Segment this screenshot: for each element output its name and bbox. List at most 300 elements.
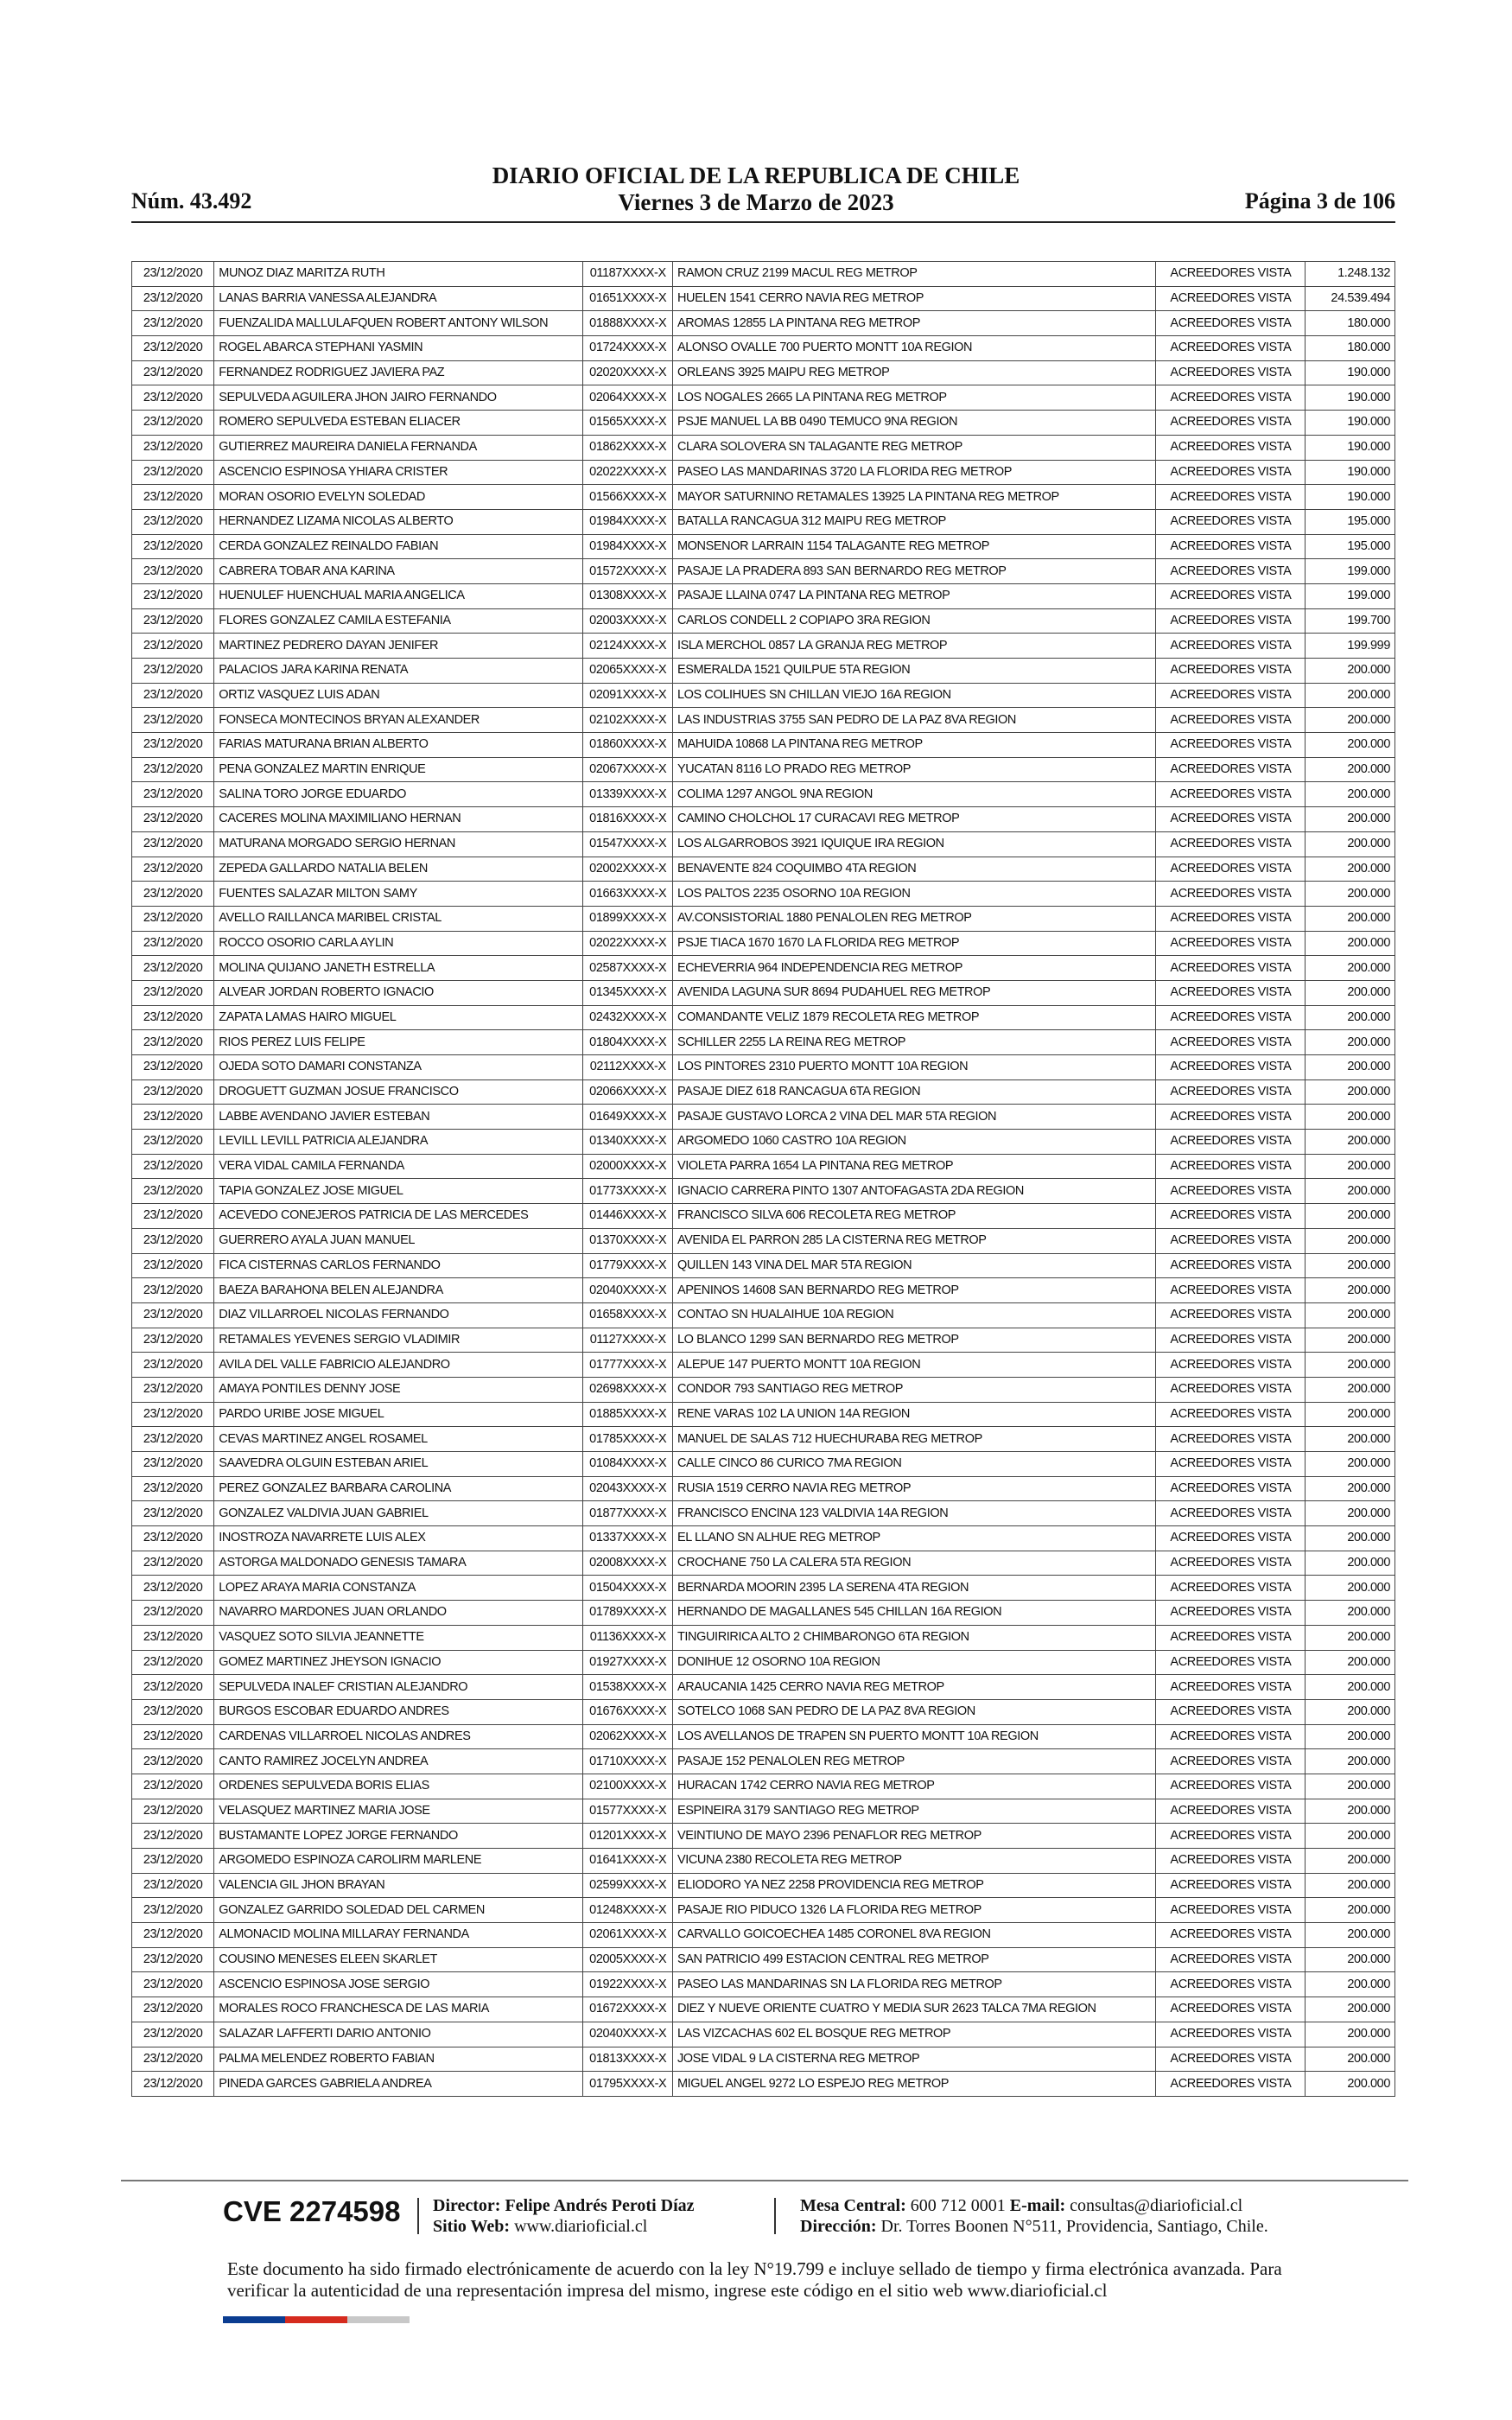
address-cell: SCHILLER 2255 LA REINA REG METROP xyxy=(672,1030,1155,1055)
name-cell: FONSECA MONTECINOS BRYAN ALEXANDER xyxy=(214,708,583,733)
name-cell: SALINA TORO JORGE EDUARDO xyxy=(214,782,583,807)
address-cell: CALLE CINCO 86 CURICO 7MA REGION xyxy=(672,1452,1155,1477)
amount-cell: 200.000 xyxy=(1306,1551,1395,1576)
name-cell: LOPEZ ARAYA MARIA CONSTANZA xyxy=(214,1576,583,1601)
table-row xyxy=(132,1923,1395,1948)
date-cell: 23/12/2020 xyxy=(132,1650,214,1675)
table-row xyxy=(132,782,1395,807)
address-cell: VICUNA 2380 RECOLETA REG METROP xyxy=(672,1849,1155,1874)
table-row xyxy=(132,1055,1395,1080)
rut-cell: 01927XXXX-X xyxy=(583,1650,672,1675)
date-cell: 23/12/2020 xyxy=(132,1749,214,1774)
name-cell: GUERRERO AYALA JUAN MANUEL xyxy=(214,1228,583,1253)
rut-cell: 01641XXXX-X xyxy=(583,1849,672,1874)
type-cell: ACREEDORES VISTA xyxy=(1156,509,1306,534)
type-cell: ACREEDORES VISTA xyxy=(1156,1650,1306,1675)
date-cell: 23/12/2020 xyxy=(132,360,214,385)
table-row xyxy=(132,733,1395,758)
name-cell: FUENZALIDA MALLULAFQUEN ROBERT ANTONY WILSON xyxy=(214,311,583,336)
name-cell: GUTIERREZ MAUREIRA DANIELA FERNANDA xyxy=(214,435,583,460)
date-cell: 23/12/2020 xyxy=(132,1898,214,1923)
type-cell: ACREEDORES VISTA xyxy=(1156,1130,1306,1155)
date-cell: 23/12/2020 xyxy=(132,1079,214,1105)
rut-cell: 01710XXXX-X xyxy=(583,1749,672,1774)
name-cell: FERNANDEZ RODRIGUEZ JAVIERA PAZ xyxy=(214,360,583,385)
name-cell: DROGUETT GUZMAN JOSUE FRANCISCO xyxy=(214,1079,583,1105)
address-cell: DONIHUE 12 OSORNO 10A REGION xyxy=(672,1650,1155,1675)
date-cell: 23/12/2020 xyxy=(132,1724,214,1749)
name-cell: FARIAS MATURANA BRIAN ALBERTO xyxy=(214,733,583,758)
address-label: Dirección: xyxy=(800,2217,877,2236)
table-row xyxy=(132,336,1395,361)
amount-cell: 200.000 xyxy=(1306,708,1395,733)
name-cell: SALAZAR LAFFERTI DARIO ANTONIO xyxy=(214,2022,583,2047)
address-cell: PASAJE LLAINA 0747 LA PINTANA REG METROP xyxy=(672,583,1155,608)
date-cell: 23/12/2020 xyxy=(132,1675,214,1700)
table-row xyxy=(132,1501,1395,1526)
name-cell: PINEDA GARCES GABRIELA ANDREA xyxy=(214,2072,583,2097)
date-cell: 23/12/2020 xyxy=(132,311,214,336)
date-cell: 23/12/2020 xyxy=(132,485,214,510)
date-cell: 23/12/2020 xyxy=(132,435,214,460)
name-cell: ARGOMEDO ESPINOZA CAROLIRM MARLENE xyxy=(214,1849,583,1874)
rut-cell: 02066XXXX-X xyxy=(583,1079,672,1105)
address-cell: ECHEVERRIA 964 INDEPENDENCIA REG METROP xyxy=(672,956,1155,981)
table-row xyxy=(132,659,1395,684)
date-cell: 23/12/2020 xyxy=(132,1105,214,1130)
table-row xyxy=(132,1947,1395,1972)
date-cell: 23/12/2020 xyxy=(132,1179,214,1204)
address-cell: BENAVENTE 824 COQUIMBO 4TA REGION xyxy=(672,857,1155,882)
table-row xyxy=(132,634,1395,659)
date-cell: 23/12/2020 xyxy=(132,1799,214,1824)
type-cell: ACREEDORES VISTA xyxy=(1156,2072,1306,2097)
type-cell: ACREEDORES VISTA xyxy=(1156,311,1306,336)
rut-cell: 02003XXXX-X xyxy=(583,608,672,634)
amount-cell: 200.000 xyxy=(1306,757,1395,782)
amount-cell: 200.000 xyxy=(1306,1947,1395,1972)
type-cell: ACREEDORES VISTA xyxy=(1156,1105,1306,1130)
date-cell: 23/12/2020 xyxy=(132,980,214,1005)
address-cell: RUSIA 1519 CERRO NAVIA REG METROP xyxy=(672,1476,1155,1501)
table-row xyxy=(132,1898,1395,1923)
rut-cell: 01676XXXX-X xyxy=(583,1699,672,1724)
amount-cell: 200.000 xyxy=(1306,1204,1395,1229)
address-cell: CAMINO CHOLCHOL 17 CURACAVI REG METROP xyxy=(672,807,1155,832)
table-row xyxy=(132,931,1395,956)
date-cell: 23/12/2020 xyxy=(132,2022,214,2047)
rut-cell: 01984XXXX-X xyxy=(583,534,672,559)
type-cell: ACREEDORES VISTA xyxy=(1156,1898,1306,1923)
name-cell: ZAPATA LAMAS HAIRO MIGUEL xyxy=(214,1005,583,1030)
table-row xyxy=(132,509,1395,534)
rut-cell: 01446XXXX-X xyxy=(583,1204,672,1229)
date-cell: 23/12/2020 xyxy=(132,1526,214,1551)
table-row xyxy=(132,1997,1395,2022)
date-cell: 23/12/2020 xyxy=(132,262,214,287)
type-cell: ACREEDORES VISTA xyxy=(1156,1278,1306,1303)
amount-cell: 200.000 xyxy=(1306,733,1395,758)
type-cell: ACREEDORES VISTA xyxy=(1156,931,1306,956)
address-cell: SAN PATRICIO 499 ESTACION CENTRAL REG METROP xyxy=(672,1947,1155,1972)
table-row xyxy=(132,1601,1395,1626)
table-row xyxy=(132,1030,1395,1055)
name-cell: ORTIZ VASQUEZ LUIS ADAN xyxy=(214,683,583,708)
address-cell: SOTELCO 1068 SAN PEDRO DE LA PAZ 8VA REGION xyxy=(672,1699,1155,1724)
date-cell: 23/12/2020 xyxy=(132,411,214,436)
rut-cell: 01773XXXX-X xyxy=(583,1179,672,1204)
title-line-2: Viernes 3 de Marzo de 2023 xyxy=(618,189,894,215)
rut-cell: 01538XXXX-X xyxy=(583,1675,672,1700)
table-row xyxy=(132,485,1395,510)
date-cell: 23/12/2020 xyxy=(132,1228,214,1253)
amount-cell: 200.000 xyxy=(1306,1749,1395,1774)
address-text: Dr. Torres Boonen N°511, Providencia, Santiago, Chile. xyxy=(880,2217,1268,2236)
name-cell: PENA GONZALEZ MARTIN ENRIQUE xyxy=(214,757,583,782)
table-row xyxy=(132,1526,1395,1551)
address-cell: COLIMA 1297 ANGOL 9NA REGION xyxy=(672,782,1155,807)
table-row xyxy=(132,2072,1395,2097)
rut-cell: 02000XXXX-X xyxy=(583,1154,672,1179)
date-cell: 23/12/2020 xyxy=(132,2047,214,2072)
address-cell: VEINTIUNO DE MAYO 2396 PENAFLOR REG METROP xyxy=(672,1824,1155,1849)
table-row xyxy=(132,435,1395,460)
date-cell: 23/12/2020 xyxy=(132,1476,214,1501)
table-row xyxy=(132,1328,1395,1353)
type-cell: ACREEDORES VISTA xyxy=(1156,534,1306,559)
type-cell: ACREEDORES VISTA xyxy=(1156,1923,1306,1948)
address-cell: PASEO LAS MANDARINAS SN LA FLORIDA REG METROP xyxy=(672,1972,1155,1997)
footer-separator xyxy=(774,2198,776,2234)
address-cell: HUELEN 1541 CERRO NAVIA REG METROP xyxy=(672,286,1155,311)
type-cell: ACREEDORES VISTA xyxy=(1156,1576,1306,1601)
amount-cell: 199.000 xyxy=(1306,583,1395,608)
type-cell: ACREEDORES VISTA xyxy=(1156,1724,1306,1749)
table-row xyxy=(132,1873,1395,1898)
type-cell: ACREEDORES VISTA xyxy=(1156,1601,1306,1626)
date-cell: 23/12/2020 xyxy=(132,1997,214,2022)
address-cell: PASAJE RIO PIDUCO 1326 LA FLORIDA REG METROP xyxy=(672,1898,1155,1923)
type-cell: ACREEDORES VISTA xyxy=(1156,757,1306,782)
rut-cell: 01084XXXX-X xyxy=(583,1452,672,1477)
address-cell: HERNANDO DE MAGALLANES 545 CHILLAN 16A REGION xyxy=(672,1601,1155,1626)
address-cell: ESMERALDA 1521 QUILPUE 5TA REGION xyxy=(672,659,1155,684)
name-cell: ALMONACID MOLINA MILLARAY FERNANDA xyxy=(214,1923,583,1948)
rut-cell: 01779XXXX-X xyxy=(583,1253,672,1278)
address-cell: LAS VIZCACHAS 602 EL BOSQUE REG METROP xyxy=(672,2022,1155,2047)
amount-cell: 200.000 xyxy=(1306,1972,1395,1997)
rut-cell: 01816XXXX-X xyxy=(583,807,672,832)
type-cell: ACREEDORES VISTA xyxy=(1156,385,1306,411)
table-row xyxy=(132,1849,1395,1874)
rut-cell: 02040XXXX-X xyxy=(583,2022,672,2047)
table-row xyxy=(132,311,1395,336)
date-cell: 23/12/2020 xyxy=(132,1625,214,1650)
table-row xyxy=(132,857,1395,882)
name-cell: MORAN OSORIO EVELYN SOLEDAD xyxy=(214,485,583,510)
table-row xyxy=(132,683,1395,708)
table-row xyxy=(132,1724,1395,1749)
name-cell: CANTO RAMIREZ JOCELYN ANDREA xyxy=(214,1749,583,1774)
rut-cell: 01572XXXX-X xyxy=(583,559,672,584)
rut-cell: 01724XXXX-X xyxy=(583,336,672,361)
table-row xyxy=(132,1130,1395,1155)
table-row xyxy=(132,807,1395,832)
table-row xyxy=(132,411,1395,436)
table-row xyxy=(132,2022,1395,2047)
flag-red-segment xyxy=(285,2316,347,2323)
table-row xyxy=(132,385,1395,411)
date-cell: 23/12/2020 xyxy=(132,286,214,311)
table-row xyxy=(132,1079,1395,1105)
amount-cell: 200.000 xyxy=(1306,1675,1395,1700)
type-cell: ACREEDORES VISTA xyxy=(1156,956,1306,981)
amount-cell: 200.000 xyxy=(1306,2072,1395,2097)
amount-cell: 200.000 xyxy=(1306,882,1395,907)
table-row xyxy=(132,1972,1395,1997)
address-cell: MIGUEL ANGEL 9272 LO ESPEJO REG METROP xyxy=(672,2072,1155,2097)
date-cell: 23/12/2020 xyxy=(132,583,214,608)
table-row xyxy=(132,1551,1395,1576)
date-cell: 23/12/2020 xyxy=(132,708,214,733)
director-block xyxy=(433,2195,695,2237)
type-cell: ACREEDORES VISTA xyxy=(1156,1675,1306,1700)
address-cell: MAHUIDA 10868 LA PINTANA REG METROP xyxy=(672,733,1155,758)
type-cell: ACREEDORES VISTA xyxy=(1156,1377,1306,1402)
address-cell: PASAJE 152 PENALOLEN REG METROP xyxy=(672,1749,1155,1774)
amount-cell: 200.000 xyxy=(1306,1179,1395,1204)
table-row xyxy=(132,1675,1395,1700)
address-cell: RAMON CRUZ 2199 MACUL REG METROP xyxy=(672,262,1155,287)
rut-cell: 01862XXXX-X xyxy=(583,435,672,460)
issue-number: Núm. 43.492 xyxy=(131,188,252,213)
footer-separator xyxy=(417,2198,419,2234)
type-cell: ACREEDORES VISTA xyxy=(1156,1055,1306,1080)
table-row xyxy=(132,1749,1395,1774)
date-cell: 23/12/2020 xyxy=(132,683,214,708)
address-cell: BATALLA RANCAGUA 312 MAIPU REG METROP xyxy=(672,509,1155,534)
date-cell: 23/12/2020 xyxy=(132,2072,214,2097)
table-row xyxy=(132,980,1395,1005)
date-cell: 23/12/2020 xyxy=(132,1302,214,1328)
date-cell: 23/12/2020 xyxy=(132,1030,214,1055)
address-cell: LOS NOGALES 2665 LA PINTANA REG METROP xyxy=(672,385,1155,411)
address-cell: PASAJE DIEZ 618 RANCAGUA 6TA REGION xyxy=(672,1079,1155,1105)
rut-cell: 02005XXXX-X xyxy=(583,1947,672,1972)
name-cell: BURGOS ESCOBAR EDUARDO ANDRES xyxy=(214,1699,583,1724)
date-cell: 23/12/2020 xyxy=(132,1154,214,1179)
address-cell: AROMAS 12855 LA PINTANA REG METROP xyxy=(672,311,1155,336)
type-cell: ACREEDORES VISTA xyxy=(1156,980,1306,1005)
rut-cell: 01370XXXX-X xyxy=(583,1228,672,1253)
date-cell: 23/12/2020 xyxy=(132,1377,214,1402)
rut-cell: 01345XXXX-X xyxy=(583,980,672,1005)
amount-cell: 190.000 xyxy=(1306,460,1395,485)
amount-cell: 200.000 xyxy=(1306,1774,1395,1799)
address-cell: ARAUCANIA 1425 CERRO NAVIA REG METROP xyxy=(672,1675,1155,1700)
table-row xyxy=(132,286,1395,311)
address-cell: FRANCISCO SILVA 606 RECOLETA REG METROP xyxy=(672,1204,1155,1229)
name-cell: CABRERA TOBAR ANA KARINA xyxy=(214,559,583,584)
address-cell: ALEPUE 147 PUERTO MONTT 10A REGION xyxy=(672,1353,1155,1378)
type-cell: ACREEDORES VISTA xyxy=(1156,1452,1306,1477)
type-cell: ACREEDORES VISTA xyxy=(1156,782,1306,807)
amount-cell: 200.000 xyxy=(1306,931,1395,956)
rut-cell: 01566XXXX-X xyxy=(583,485,672,510)
rut-cell: 02022XXXX-X xyxy=(583,931,672,956)
date-cell: 23/12/2020 xyxy=(132,882,214,907)
rut-cell: 01885XXXX-X xyxy=(583,1402,672,1427)
date-cell: 23/12/2020 xyxy=(132,1551,214,1576)
address-cell: AVENIDA LAGUNA SUR 8694 PUDAHUEL REG METROP xyxy=(672,980,1155,1005)
address-cell: PASEO LAS MANDARINAS 3720 LA FLORIDA REG METROP xyxy=(672,460,1155,485)
rut-cell: 02062XXXX-X xyxy=(583,1724,672,1749)
address-cell: ESPINEIRA 3179 SANTIAGO REG METROP xyxy=(672,1799,1155,1824)
table-row xyxy=(132,831,1395,857)
name-cell: FLORES GONZALEZ CAMILA ESTEFANIA xyxy=(214,608,583,634)
amount-cell: 200.000 xyxy=(1306,1576,1395,1601)
creditors-table xyxy=(131,261,1395,2097)
name-cell: SEPULVEDA INALEF CRISTIAN ALEJANDRO xyxy=(214,1675,583,1700)
type-cell: ACREEDORES VISTA xyxy=(1156,1402,1306,1427)
flag-stripe xyxy=(223,2316,410,2323)
amount-cell: 199.999 xyxy=(1306,634,1395,659)
date-cell: 23/12/2020 xyxy=(132,460,214,485)
amount-cell: 200.000 xyxy=(1306,1402,1395,1427)
type-cell: ACREEDORES VISTA xyxy=(1156,1005,1306,1030)
address-cell: PSJE MANUEL LA BB 0490 TEMUCO 9NA REGION xyxy=(672,411,1155,436)
email-link[interactable]: consultas@diarioficial.cl xyxy=(1070,2196,1243,2215)
type-cell: ACREEDORES VISTA xyxy=(1156,1204,1306,1229)
director-label: Director: xyxy=(433,2196,501,2215)
website-label: Sitio Web: xyxy=(433,2217,511,2236)
amount-cell: 200.000 xyxy=(1306,1427,1395,1452)
contact-block xyxy=(800,2195,1268,2237)
type-cell: ACREEDORES VISTA xyxy=(1156,1353,1306,1378)
rut-cell: 02124XXXX-X xyxy=(583,634,672,659)
table-row xyxy=(132,360,1395,385)
amount-cell: 200.000 xyxy=(1306,2022,1395,2047)
table-row xyxy=(132,583,1395,608)
amount-cell: 200.000 xyxy=(1306,1105,1395,1130)
rut-cell: 01860XXXX-X xyxy=(583,733,672,758)
address-cell: AV.CONSISTORIAL 1880 PENALOLEN REG METROP xyxy=(672,906,1155,931)
address-cell: DIEZ Y NUEVE ORIENTE CUATRO Y MEDIA SUR 2623 TALCA 7MA REGION xyxy=(672,1997,1155,2022)
rut-cell: 01888XXXX-X xyxy=(583,311,672,336)
amount-cell: 200.000 xyxy=(1306,1079,1395,1105)
flag-gray-segment xyxy=(347,2316,410,2323)
date-cell: 23/12/2020 xyxy=(132,906,214,931)
name-cell: CERDA GONZALEZ REINALDO FABIAN xyxy=(214,534,583,559)
type-cell: ACREEDORES VISTA xyxy=(1156,1749,1306,1774)
date-cell: 23/12/2020 xyxy=(132,857,214,882)
amount-cell: 200.000 xyxy=(1306,1278,1395,1303)
rut-cell: 02067XXXX-X xyxy=(583,757,672,782)
rut-cell: 01201XXXX-X xyxy=(583,1824,672,1849)
amount-cell: 200.000 xyxy=(1306,1154,1395,1179)
amount-cell: 190.000 xyxy=(1306,485,1395,510)
amount-cell: 200.000 xyxy=(1306,1476,1395,1501)
amount-cell: 200.000 xyxy=(1306,906,1395,931)
address-cell: EL LLANO SN ALHUE REG METROP xyxy=(672,1526,1155,1551)
address-cell: JOSE VIDAL 9 LA CISTERNA REG METROP xyxy=(672,2047,1155,2072)
name-cell: HERNANDEZ LIZAMA NICOLAS ALBERTO xyxy=(214,509,583,534)
type-cell: ACREEDORES VISTA xyxy=(1156,1849,1306,1874)
amount-cell: 199.000 xyxy=(1306,559,1395,584)
date-cell: 23/12/2020 xyxy=(132,1972,214,1997)
type-cell: ACREEDORES VISTA xyxy=(1156,1427,1306,1452)
name-cell: ACEVEDO CONEJEROS PATRICIA DE LAS MERCEDES xyxy=(214,1204,583,1229)
rut-cell: 01672XXXX-X xyxy=(583,1997,672,2022)
date-cell: 23/12/2020 xyxy=(132,1699,214,1724)
page-number: Página 3 de 106 xyxy=(1244,188,1395,213)
rut-cell: 02020XXXX-X xyxy=(583,360,672,385)
phone-number: 600 712 0001 xyxy=(910,2196,1006,2215)
name-cell: ALVEAR JORDAN ROBERTO IGNACIO xyxy=(214,980,583,1005)
name-cell: VERA VIDAL CAMILA FERNANDA xyxy=(214,1154,583,1179)
rut-cell: 01663XXXX-X xyxy=(583,882,672,907)
amount-cell: 200.000 xyxy=(1306,1030,1395,1055)
amount-cell: 200.000 xyxy=(1306,1997,1395,2022)
rut-cell: 01813XXXX-X xyxy=(583,2047,672,2072)
rut-cell: 02698XXXX-X xyxy=(583,1377,672,1402)
rut-cell: 02102XXXX-X xyxy=(583,708,672,733)
website-link[interactable]: www.diarioficial.cl xyxy=(514,2217,648,2236)
type-cell: ACREEDORES VISTA xyxy=(1156,882,1306,907)
table-row xyxy=(132,1228,1395,1253)
rut-cell: 01127XXXX-X xyxy=(583,1328,672,1353)
amount-cell: 190.000 xyxy=(1306,385,1395,411)
name-cell: ROGEL ABARCA STEPHANI YASMIN xyxy=(214,336,583,361)
name-cell: PALACIOS JARA KARINA RENATA xyxy=(214,659,583,684)
amount-cell: 190.000 xyxy=(1306,411,1395,436)
amount-cell: 200.000 xyxy=(1306,782,1395,807)
date-cell: 23/12/2020 xyxy=(132,1253,214,1278)
type-cell: ACREEDORES VISTA xyxy=(1156,608,1306,634)
amount-cell: 200.000 xyxy=(1306,857,1395,882)
amount-cell: 199.700 xyxy=(1306,608,1395,634)
footer-divider xyxy=(121,2180,1408,2181)
table-row xyxy=(132,1576,1395,1601)
amount-cell: 180.000 xyxy=(1306,336,1395,361)
name-cell: BAEZA BARAHONA BELEN ALEJANDRA xyxy=(214,1278,583,1303)
rut-cell: 01899XXXX-X xyxy=(583,906,672,931)
name-cell: VALENCIA GIL JHON BRAYAN xyxy=(214,1873,583,1898)
amount-cell: 200.000 xyxy=(1306,980,1395,1005)
address-cell: QUILLEN 143 VINA DEL MAR 5TA REGION xyxy=(672,1253,1155,1278)
name-cell: VELASQUEZ MARTINEZ MARIA JOSE xyxy=(214,1799,583,1824)
amount-cell: 200.000 xyxy=(1306,1452,1395,1477)
type-cell: ACREEDORES VISTA xyxy=(1156,1302,1306,1328)
table-row xyxy=(132,1774,1395,1799)
name-cell: SEPULVEDA AGUILERA JHON JAIRO FERNANDO xyxy=(214,385,583,411)
type-cell: ACREEDORES VISTA xyxy=(1156,1476,1306,1501)
date-cell: 23/12/2020 xyxy=(132,336,214,361)
name-cell: LANAS BARRIA VANESSA ALEJANDRA xyxy=(214,286,583,311)
table-row xyxy=(132,1278,1395,1303)
rut-cell: 01547XXXX-X xyxy=(583,831,672,857)
date-cell: 23/12/2020 xyxy=(132,807,214,832)
date-cell: 23/12/2020 xyxy=(132,1601,214,1626)
type-cell: ACREEDORES VISTA xyxy=(1156,262,1306,287)
type-cell: ACREEDORES VISTA xyxy=(1156,634,1306,659)
date-cell: 23/12/2020 xyxy=(132,1873,214,1898)
name-cell: AMAYA PONTILES DENNY JOSE xyxy=(214,1377,583,1402)
type-cell: ACREEDORES VISTA xyxy=(1156,857,1306,882)
date-cell: 23/12/2020 xyxy=(132,534,214,559)
table-row xyxy=(132,559,1395,584)
name-cell: BUSTAMANTE LOPEZ JORGE FERNANDO xyxy=(214,1824,583,1849)
